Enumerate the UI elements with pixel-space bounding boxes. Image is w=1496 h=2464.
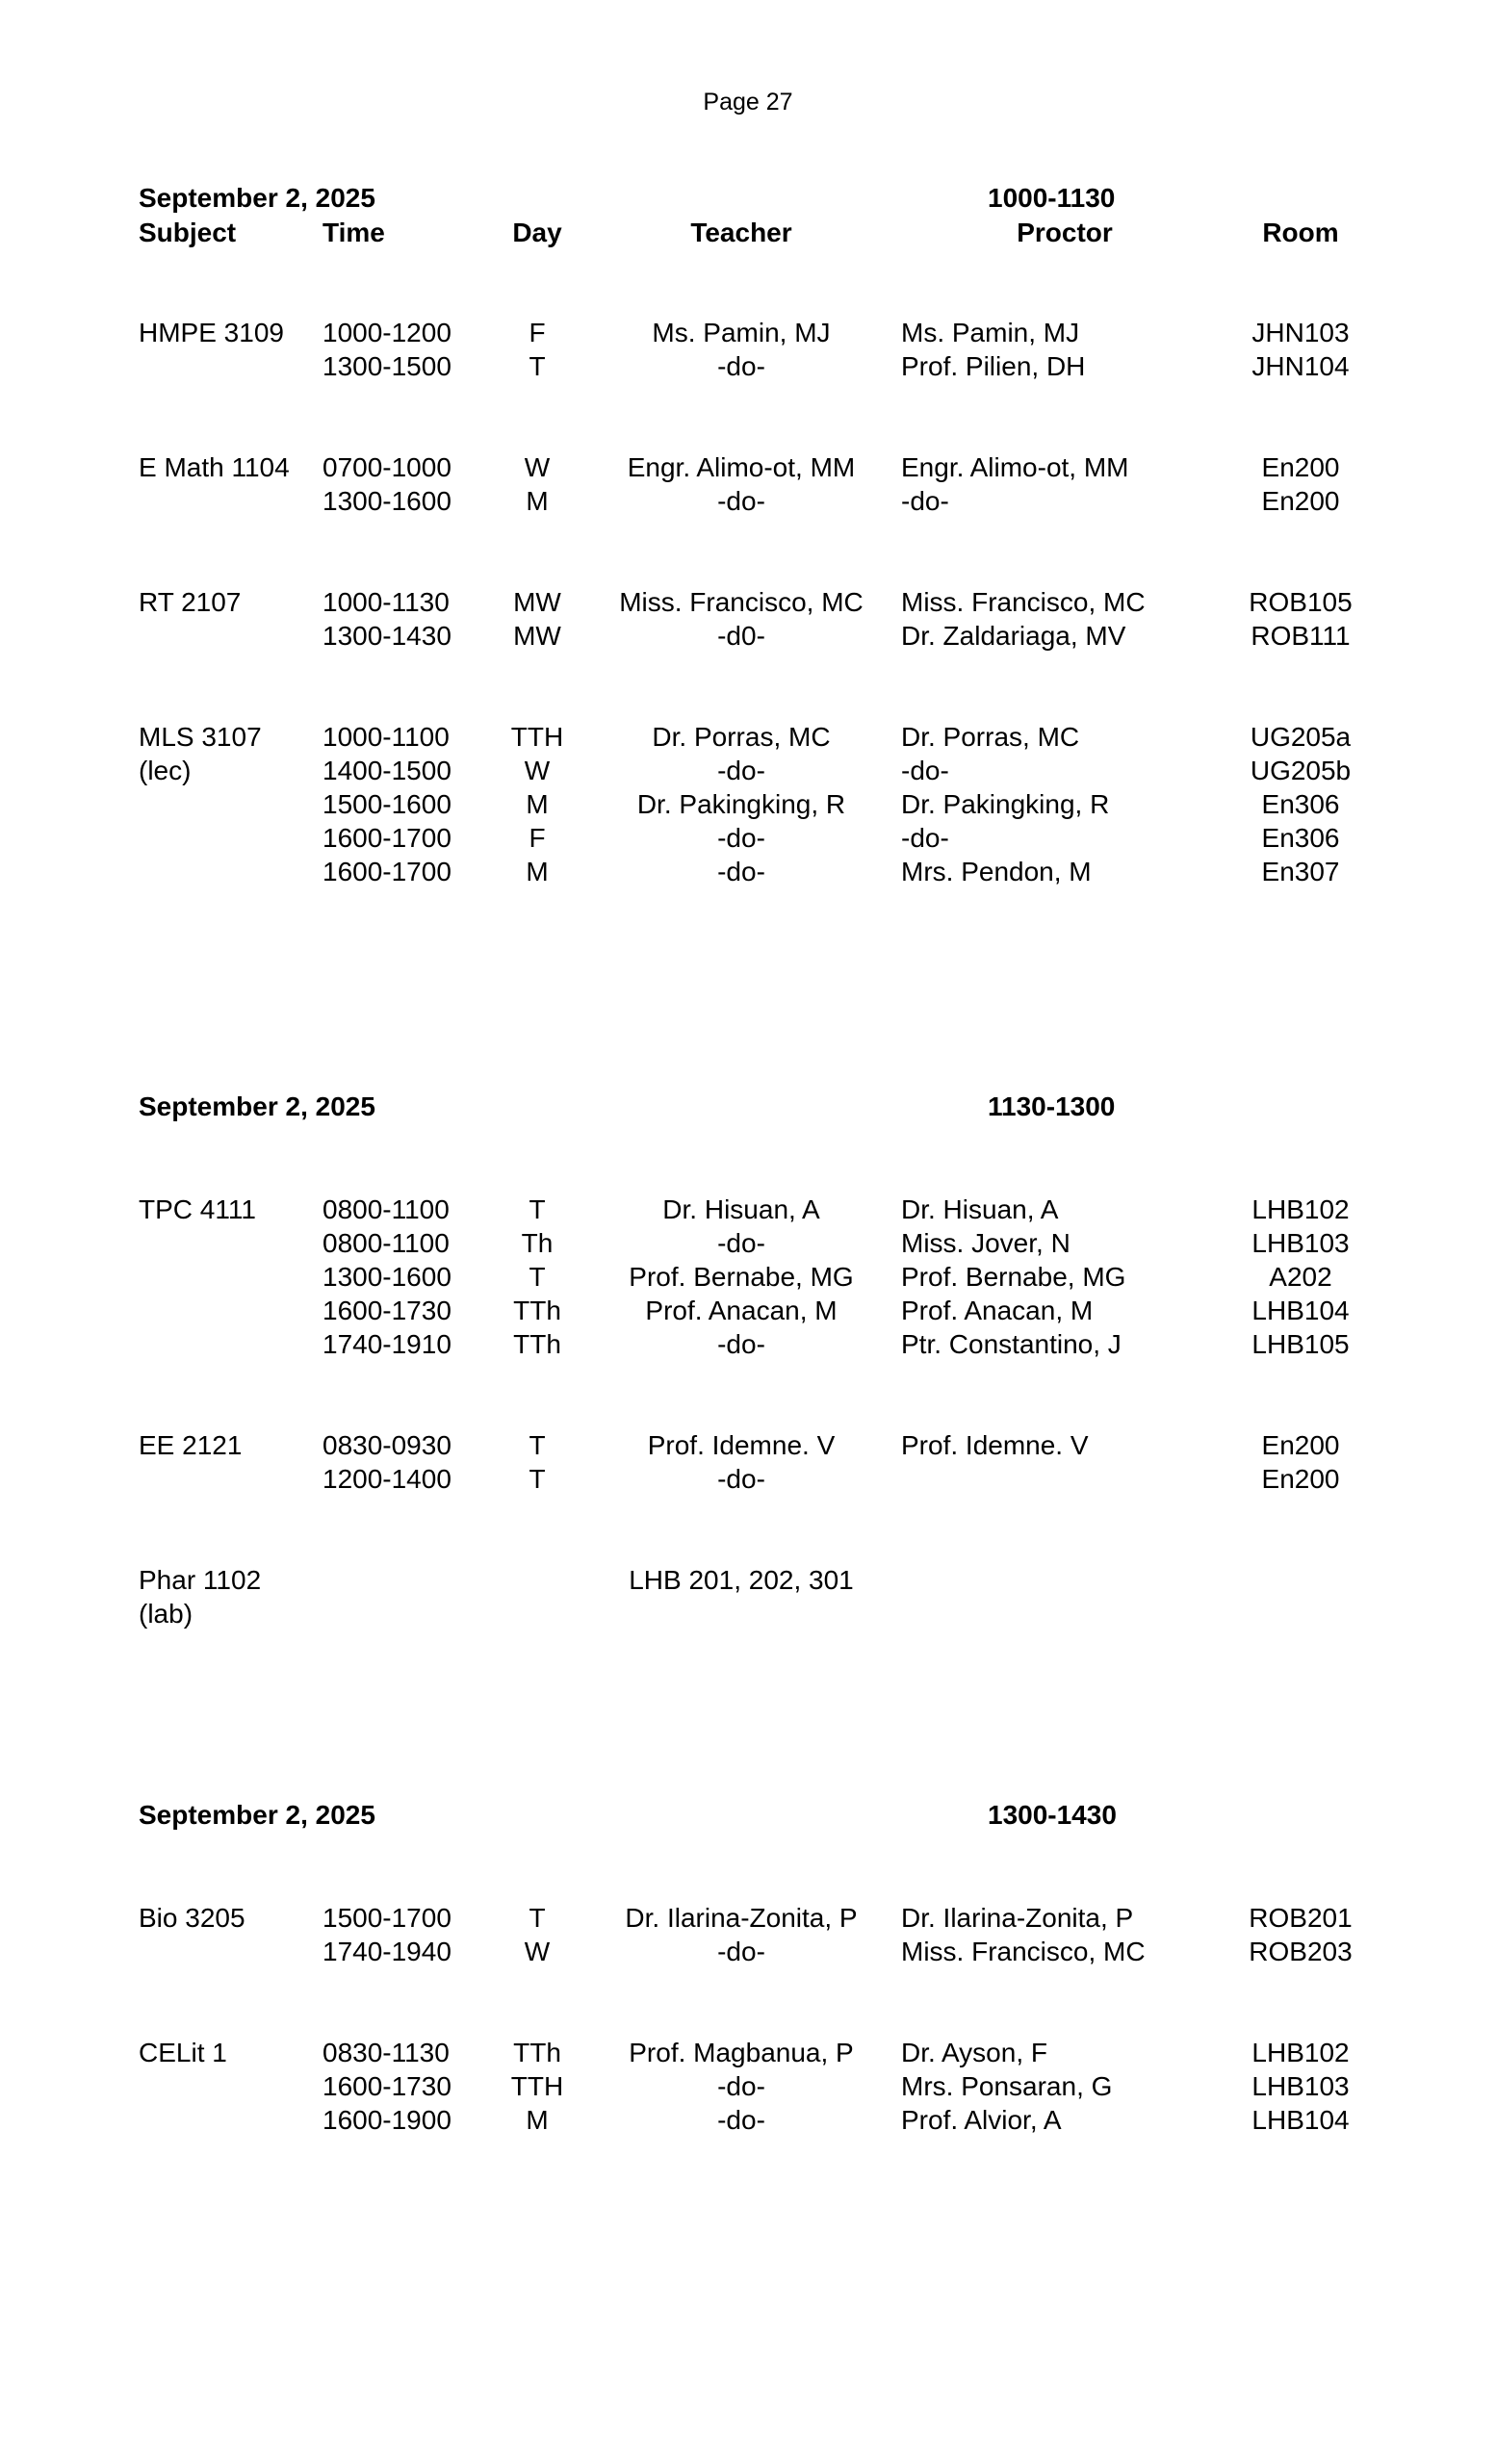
cell-day: MW	[513, 621, 561, 651]
course-group-rt-2107	[0, 585, 1496, 653]
cell-time: 1300-1430	[322, 621, 451, 651]
cell-subject: E Math 1104	[139, 452, 290, 482]
course-group-e-math-1104	[0, 450, 1496, 518]
table-row	[0, 484, 1496, 518]
table-row	[0, 787, 1496, 821]
cell-day: Th	[521, 1228, 554, 1258]
cell-time: 0800-1100	[322, 1228, 450, 1258]
cell-teacher: -do-	[717, 1937, 765, 1966]
cell-proctor: Dr. Porras, MC	[901, 722, 1080, 752]
cell-room: En306	[1261, 789, 1340, 819]
section-header	[0, 183, 1496, 218]
cell-room: LHB103	[1251, 1228, 1350, 1258]
cell-time: 1600-1730	[322, 2071, 451, 2101]
cell-time: 0700-1000	[322, 452, 451, 482]
cell-day: M	[526, 857, 549, 886]
header-teacher: Teacher	[690, 218, 792, 247]
page-number: Page 27	[703, 89, 793, 116]
cell-room: ROB201	[1249, 1903, 1353, 1933]
cell-room: En200	[1261, 1430, 1340, 1460]
cell-subject: MLS 3107	[139, 722, 262, 752]
cell-proctor: Mrs. Pendon, M	[901, 857, 1092, 886]
cell-teacher: Miss. Francisco, MC	[619, 587, 864, 617]
table-row	[0, 855, 1496, 888]
cell-room: En200	[1261, 486, 1340, 516]
course-group-mls-3107	[0, 720, 1496, 888]
table-row	[0, 2103, 1496, 2137]
cell-teacher: Ms. Pamin, MJ	[652, 318, 831, 347]
table-row	[0, 1294, 1496, 1327]
table-row	[0, 316, 1496, 349]
cell-day: M	[526, 486, 549, 516]
table-row	[0, 1563, 1496, 1597]
cell-day: F	[529, 823, 546, 853]
course-group-tpc-4111	[0, 1193, 1496, 1361]
cell-teacher: -do-	[717, 823, 765, 853]
cell-proctor: -do-	[901, 823, 949, 853]
cell-teacher: Dr. Pakingking, R	[636, 789, 846, 819]
cell-room: LHB104	[1251, 2105, 1350, 2135]
cell-day: M	[526, 789, 549, 819]
table-row	[0, 754, 1496, 787]
cell-day: T	[529, 351, 546, 381]
table-row	[0, 585, 1496, 619]
cell-time: 1300-1600	[322, 486, 451, 516]
cell-teacher: -do-	[717, 486, 765, 516]
cell-teacher: Prof. Idemne. V	[647, 1430, 836, 1460]
cell-room: LHB104	[1251, 1296, 1350, 1325]
cell-teacher: -do-	[717, 857, 765, 886]
cell-day: M	[526, 2105, 549, 2135]
exam-section-1130-1300	[0, 1091, 1496, 1630]
cell-subject: (lec)	[139, 756, 192, 785]
cell-proctor: Mrs. Ponsaran, G	[901, 2071, 1113, 2101]
cell-day: TTh	[513, 1296, 561, 1325]
table-row	[0, 1327, 1496, 1361]
cell-time: 1500-1600	[322, 789, 451, 819]
cell-day: T	[529, 1194, 546, 1224]
cell-day: TTh	[513, 1329, 561, 1359]
cell-time: 1500-1700	[322, 1903, 451, 1933]
cell-room: LHB105	[1251, 1329, 1350, 1359]
cell-time: 1000-1100	[322, 722, 450, 752]
cell-room: En307	[1261, 857, 1340, 886]
cell-proctor: Prof. Idemne. V	[901, 1430, 1089, 1460]
cell-teacher: -do-	[717, 756, 765, 785]
section-time-slot: 1300-1430	[988, 1800, 1117, 1830]
cell-teacher: Dr. Ilarina-Zonita, P	[625, 1903, 858, 1933]
cell-proctor: Dr. Zaldariaga, MV	[901, 621, 1126, 651]
table-row	[0, 821, 1496, 855]
cell-subject: CELit 1	[139, 2038, 227, 2067]
cell-time: 1740-1910	[322, 1329, 451, 1359]
cell-day: TTH	[510, 2071, 564, 2101]
section-header	[0, 1800, 1496, 1835]
cell-room: ROB203	[1249, 1937, 1353, 1966]
table-row	[0, 450, 1496, 484]
cell-room: JHN103	[1251, 318, 1350, 347]
section-time-slot: 1000-1130	[988, 183, 1116, 213]
cell-teacher: Prof. Magbanua, P	[629, 2038, 854, 2067]
cell-proctor: Prof. Pilien, DH	[901, 351, 1086, 381]
cell-room: JHN104	[1251, 351, 1350, 381]
cell-time: 1200-1400	[322, 1464, 451, 1494]
cell-teacher: -do-	[717, 2071, 765, 2101]
cell-proctor: Ptr. Constantino, J	[901, 1329, 1122, 1359]
course-group-phar-1102	[0, 1563, 1496, 1630]
table-row	[0, 1935, 1496, 1968]
cell-day: F	[529, 318, 546, 347]
cell-subject: RT 2107	[139, 587, 242, 617]
course-group-celit-1	[0, 2036, 1496, 2137]
table-row	[0, 720, 1496, 754]
cell-subject: HMPE 3109	[139, 318, 284, 347]
cell-proctor: Prof. Anacan, M	[901, 1296, 1094, 1325]
cell-time: 1300-1500	[322, 351, 451, 381]
cell-room: LHB103	[1251, 2071, 1350, 2101]
cell-day: TTH	[510, 722, 564, 752]
cell-room: A202	[1269, 1262, 1332, 1292]
cell-day: T	[529, 1262, 546, 1292]
cell-time: 1600-1730	[322, 1296, 451, 1325]
cell-room: UG205a	[1250, 722, 1352, 752]
cell-proctor: Ms. Pamin, MJ	[901, 318, 1080, 347]
cell-day: MW	[513, 587, 561, 617]
cell-room: En200	[1261, 1464, 1340, 1494]
table-row	[0, 1260, 1496, 1294]
header-room: Room	[1262, 218, 1339, 247]
cell-day: W	[524, 1937, 551, 1966]
table-row	[0, 1462, 1496, 1496]
table-row	[0, 2069, 1496, 2103]
cell-proctor: Miss. Francisco, MC	[901, 1937, 1146, 1966]
cell-day: T	[529, 1903, 546, 1933]
cell-subject: TPC 4111	[139, 1194, 256, 1224]
course-group-ee-2121	[0, 1428, 1496, 1496]
section-date: September 2, 2025	[139, 1800, 375, 1830]
header-subject: Subject	[139, 218, 237, 247]
cell-day: T	[529, 1464, 546, 1494]
cell-proctor: Dr. Ayson, F	[901, 2038, 1047, 2067]
cell-room: ROB105	[1249, 587, 1353, 617]
header-day: Day	[512, 218, 562, 247]
cell-time: 0800-1100	[322, 1194, 450, 1224]
cell-teacher: Dr. Porras, MC	[652, 722, 831, 752]
cell-day: TTh	[513, 2038, 561, 2067]
cell-proctor: Prof. Bernabe, MG	[901, 1262, 1126, 1292]
cell-subject: Bio 3205	[139, 1903, 245, 1933]
cell-time: 1600-1900	[322, 2105, 451, 2135]
cell-proctor: Miss. Jover, N	[901, 1228, 1070, 1258]
cell-subject: (lab)	[139, 1599, 193, 1629]
table-row	[0, 2036, 1496, 2069]
cell-time: 1000-1200	[322, 318, 451, 347]
column-headers	[0, 218, 1496, 252]
cell-teacher: Engr. Alimo-ot, MM	[627, 452, 856, 482]
cell-time: 1000-1130	[322, 587, 450, 617]
table-row	[0, 1597, 1496, 1630]
cell-subject: EE 2121	[139, 1430, 243, 1460]
cell-teacher: -do-	[717, 1329, 765, 1359]
cell-room: UG205b	[1250, 756, 1352, 785]
cell-time: 1400-1500	[322, 756, 451, 785]
cell-teacher: -do-	[717, 351, 765, 381]
cell-day: T	[529, 1430, 546, 1460]
cell-time: 0830-1130	[322, 2038, 450, 2067]
section-header	[0, 1091, 1496, 1126]
table-row	[0, 349, 1496, 383]
section-date: September 2, 2025	[139, 183, 375, 213]
cell-teacher: LHB 201, 202, 301	[629, 1565, 854, 1595]
table-row	[0, 1428, 1496, 1462]
cell-proctor: Prof. Alvior, A	[901, 2105, 1062, 2135]
cell-room: LHB102	[1251, 1194, 1350, 1224]
header-proctor: Proctor	[1017, 218, 1113, 247]
cell-proctor: Engr. Alimo-ot, MM	[901, 452, 1129, 482]
exam-section-1300-1430	[0, 1800, 1496, 2137]
cell-teacher: -d0-	[717, 621, 765, 651]
cell-teacher: -do-	[717, 1464, 765, 1494]
cell-teacher: Prof. Anacan, M	[645, 1296, 838, 1325]
cell-room: En200	[1261, 452, 1340, 482]
cell-room: En306	[1261, 823, 1340, 853]
cell-time: 1300-1600	[322, 1262, 451, 1292]
cell-teacher: -do-	[717, 1228, 765, 1258]
cell-day: W	[524, 756, 551, 785]
cell-proctor: -do-	[901, 756, 949, 785]
cell-teacher: Dr. Hisuan, A	[662, 1194, 820, 1224]
cell-time: 0830-0930	[322, 1430, 451, 1460]
cell-time: 1600-1700	[322, 857, 451, 886]
section-time-slot: 1130-1300	[988, 1091, 1116, 1121]
cell-subject: Phar 1102	[139, 1565, 262, 1595]
section-date: September 2, 2025	[139, 1091, 375, 1121]
cell-teacher: Prof. Bernabe, MG	[629, 1262, 854, 1292]
cell-proctor: Miss. Francisco, MC	[901, 587, 1146, 617]
cell-room: LHB102	[1251, 2038, 1350, 2067]
cell-proctor: -do-	[901, 486, 949, 516]
table-row	[0, 619, 1496, 653]
table-row	[0, 1226, 1496, 1260]
table-row	[0, 1193, 1496, 1226]
cell-room: ROB111	[1251, 621, 1351, 651]
cell-time: 1740-1940	[322, 1937, 451, 1966]
cell-proctor: Dr. Ilarina-Zonita, P	[901, 1903, 1134, 1933]
course-group-bio-3205	[0, 1901, 1496, 1968]
exam-section-1000-1130	[0, 183, 1496, 888]
cell-teacher: -do-	[717, 2105, 765, 2135]
course-group-hmpe-3109	[0, 316, 1496, 383]
table-row	[0, 1901, 1496, 1935]
cell-time: 1600-1700	[322, 823, 451, 853]
cell-proctor: Dr. Pakingking, R	[901, 789, 1110, 819]
cell-day: W	[524, 452, 551, 482]
header-time: Time	[322, 218, 385, 247]
cell-proctor: Dr. Hisuan, A	[901, 1194, 1059, 1224]
